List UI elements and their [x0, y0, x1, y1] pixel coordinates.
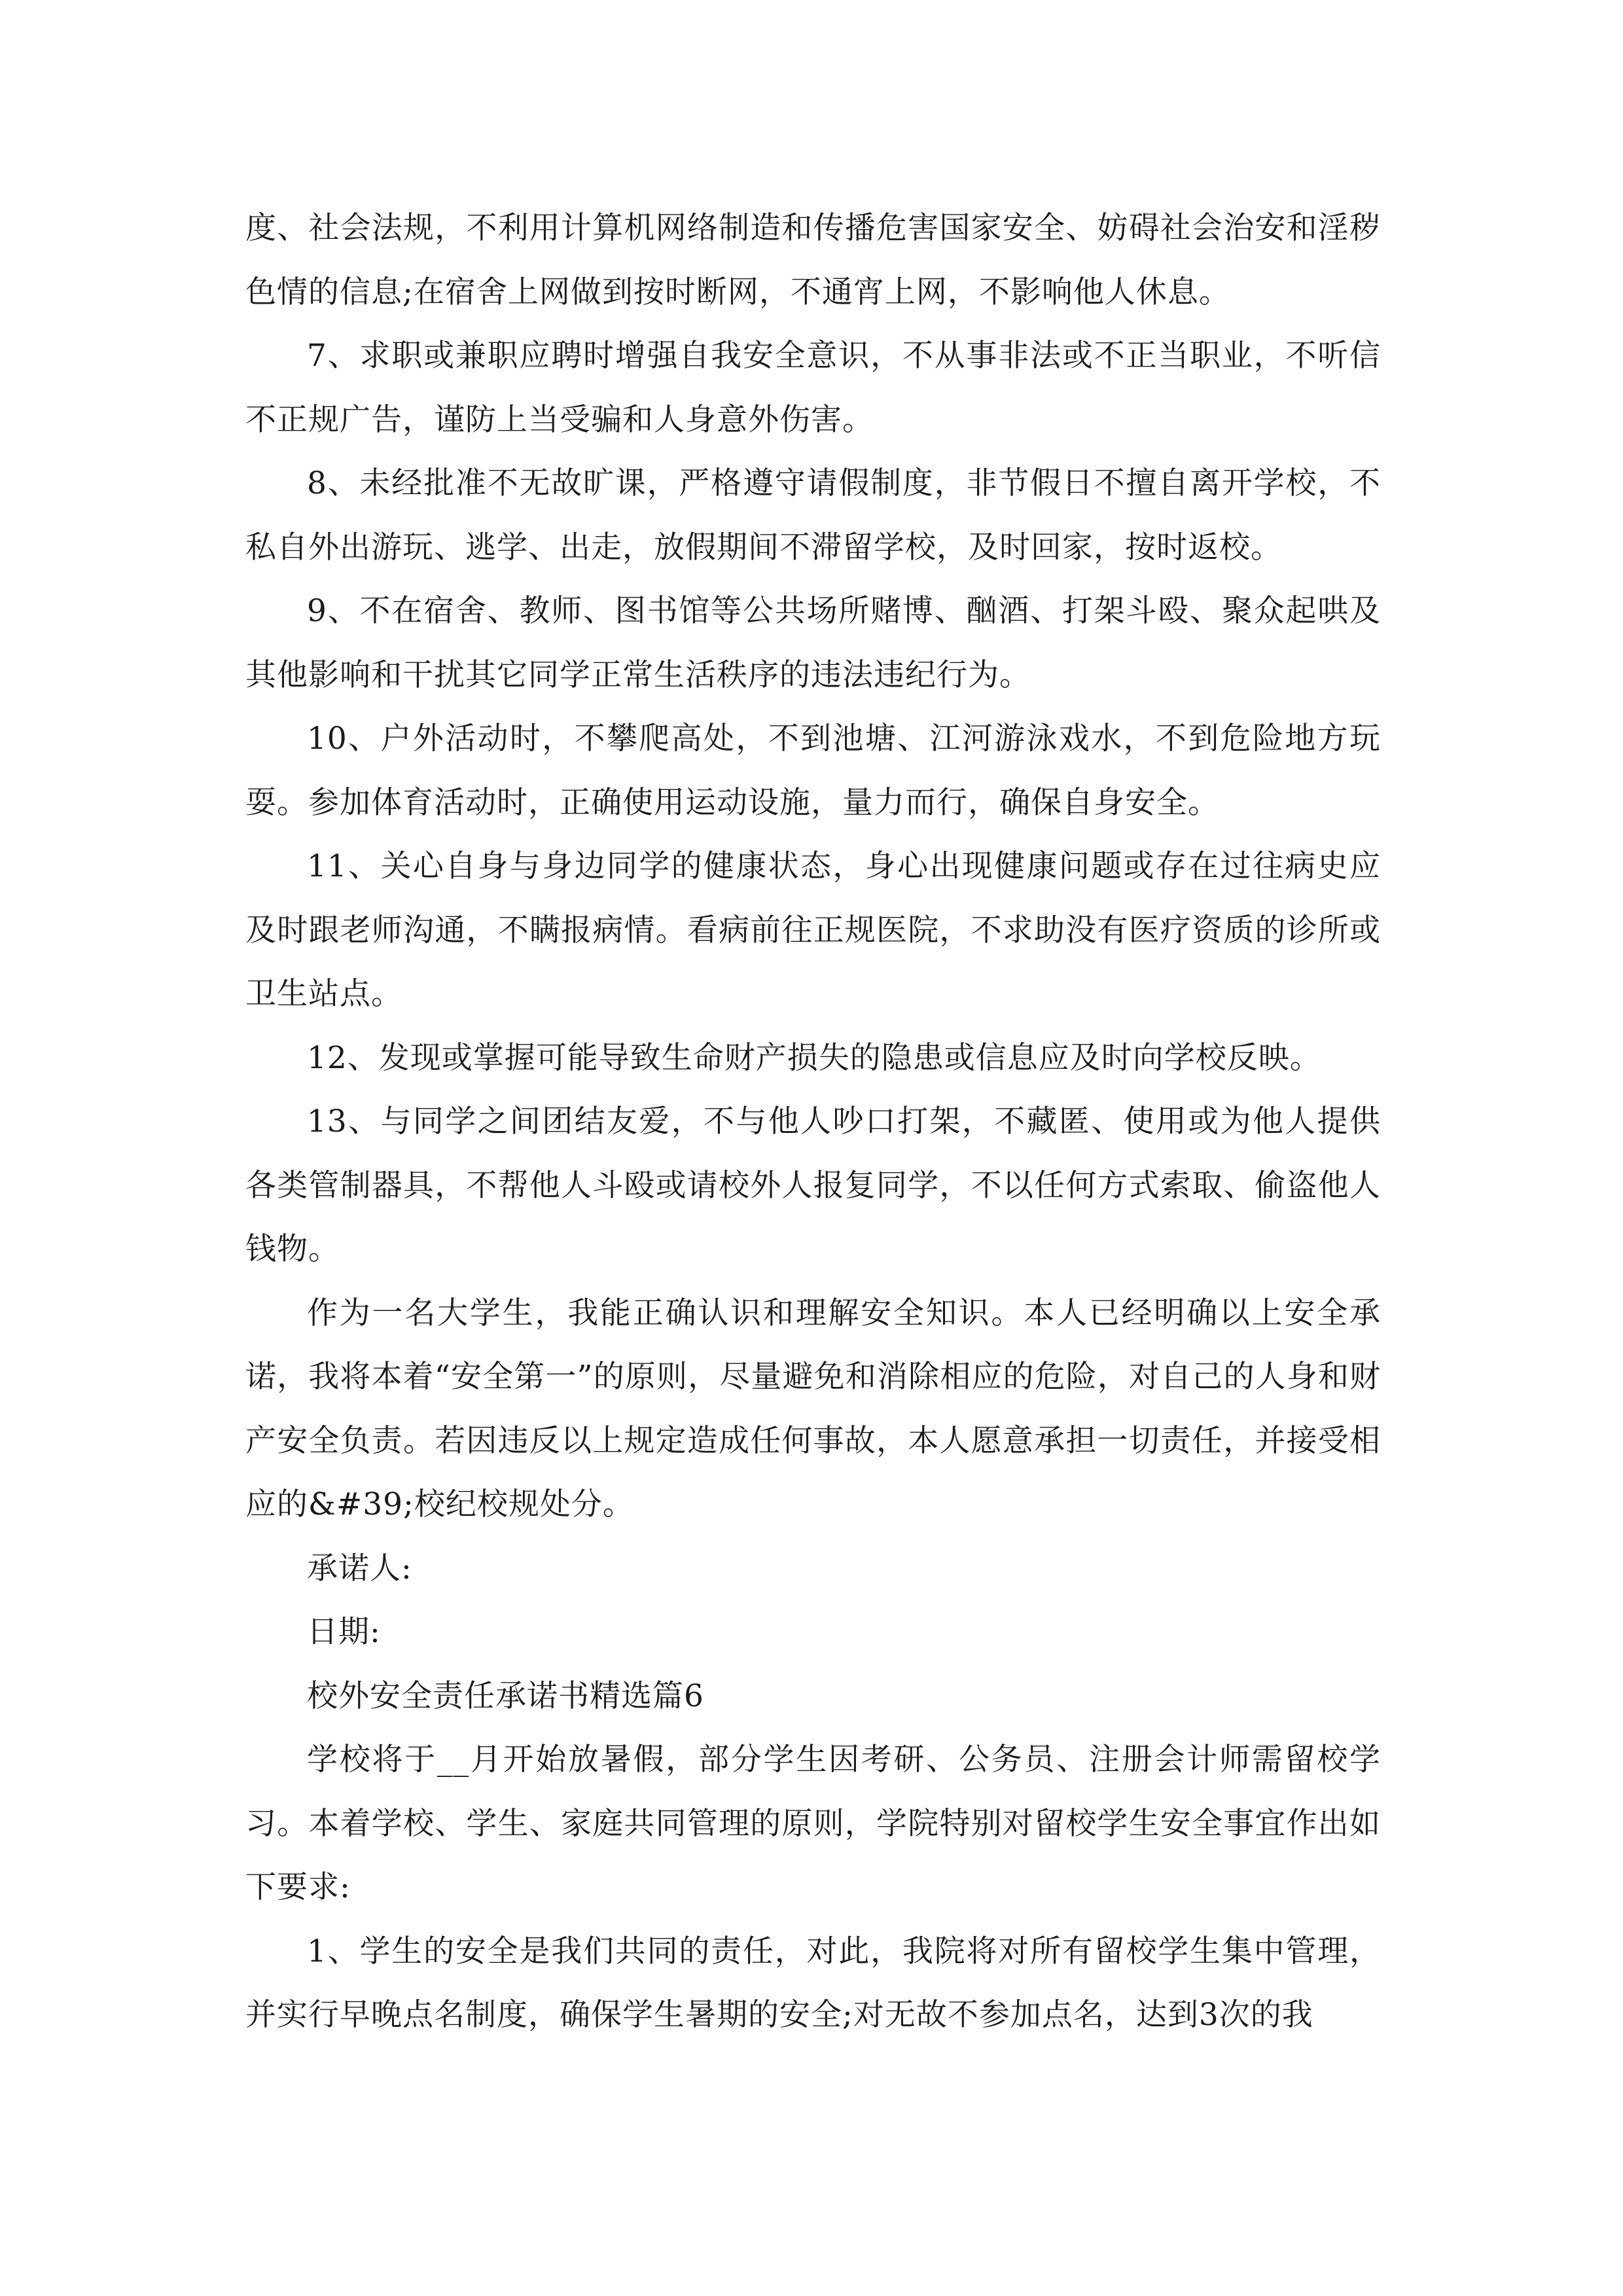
paragraph-intro: 学校将于__月开始放暑假，部分学生因考研、公务员、注册会计师需留校学习。本着学校、学生、家庭共同管理的原则，学院特别对留校学生安全事宜作出如下要求:	[245, 1742, 1381, 1905]
signature-label: 承诺人:	[307, 1550, 412, 1587]
paragraph-item-10: 10、户外活动时，不攀爬高处，不到池塘、江河游泳戏水，不到危险地方玩耍。参加体育活动时，正确使用运动设施，量力而行，确保自身安全。	[245, 721, 1381, 821]
date-label: 日期:	[307, 1614, 381, 1650]
paragraph-item-8: 8、未经批准不无故旷课，严格遵守请假制度，非节假日不擅自离开学校，不私自外出游玩、逃学、出走，放假期间不滞留学校，及时回家，按时返校。	[245, 465, 1381, 565]
document-body	[245, 196, 1381, 2047]
paragraph-item-12: 12、发现或掌握可能导致生命财产损失的隐患或信息应及时向学校反映。	[307, 1039, 1321, 1076]
section-title: 校外安全责任承诺书精选篇6	[307, 1677, 704, 1714]
paragraph-item-13: 13、与同学之间团结友爱，不与他人吵口打架，不藏匿、使用或为他人提供各类管制器具，不帮他人斗殴或请校外人报复同学，不以任何方式索取、偷盗他人钱物。	[245, 1103, 1381, 1267]
paragraph-requirement-1: 1、学生的安全是我们共同的责任，对此，我院将对所有留校学生集中管理，并实行早晚点名制度，确保学生暑期的安全;对无故不参加点名，达到3次的我	[245, 1933, 1381, 2033]
paragraph-continuation: 度、社会法规，不利用计算机网络制造和传播危害国家安全、妨碍社会治安和淫秽色情的信息;在宿舍上网做到按时断网，不通宵上网，不影响他人休息。	[245, 210, 1381, 310]
paragraph-item-7: 7、求职或兼职应聘时增强自我安全意识，不从事非法或不正当职业，不听信不正规广告，谨防上当受骗和人身意外伤害。	[245, 338, 1381, 438]
paragraph-item-11: 11、关心自身与身边同学的健康状态，身心出现健康问题或存在过往病史应及时跟老师沟通，不瞒报病情。看病前往正规医院，不求助没有医疗资质的诊所或卫生站点。	[245, 848, 1381, 1012]
paragraph-item-9: 9、不在宿舍、教师、图书馆等公共场所赌博、酗酒、打架斗殴、聚众起哄及其他影响和干扰其它同学正常生活秩序的违法违纪行为。	[245, 593, 1381, 693]
paragraph-declaration: 作为一名大学生，我能正确认识和理解安全知识。本人已经明确以上安全承诺，我将本着“安全第一”的原则，尽量避免和消除相应的危险，对自己的人身和财产安全负责。若因违反以上规定造成任何事故，本人愿意承担一切责任，并接受相应的&#39;校纪校规处分。	[245, 1295, 1381, 1522]
